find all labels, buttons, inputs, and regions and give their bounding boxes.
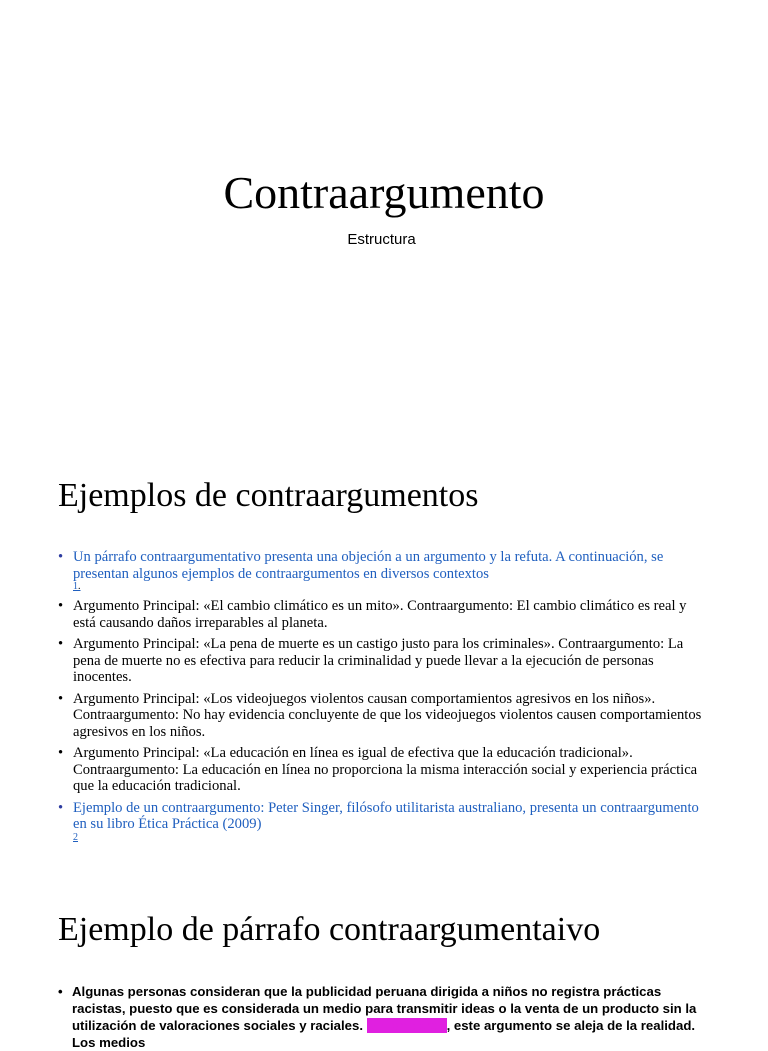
example-paragraph [58,983,710,1051]
bullet-icon: • [58,549,64,565]
bullet-icon: • [58,636,64,652]
slide-subtitle: Estructura [347,231,416,248]
highlighted-connector: Sin embargo [366,1018,447,1033]
singer-link[interactable]: Ejemplo de un contraargumento: Peter Singer, filósofo utilitarista australiano, presenta un contraargumento en su libro Ética Práctica (2009) [73,799,699,832]
paragraph-text [58,983,710,1051]
paragraph-text-before: Algunas personas consideran que la publicidad peruana dirigida a niños no registra prácticas racistas, puesto que es considerada un medio para transmitir ideas o la venta de un producto sin la utilización de valoraciones sociales y raciales. [72,984,697,1033]
bullet-icon: • [58,984,63,999]
slide-title-ejemplos: Ejemplos de contraargumentos [58,477,479,514]
list-item-intro[interactable] [58,549,710,591]
bullet-icon: • [58,690,64,707]
list-item [58,745,710,795]
bullet-icon: • [58,598,64,614]
slide-title-parrafo: Ejemplo de párrafo contraargumentaivo [58,911,601,948]
paragraph-text-after: , este argumento se aleja de la realidad. Los medios [72,1018,696,1050]
list-item [58,691,710,741]
list-item-text: Argumento Principal: «La educación en línea es igual de efectiva que la educación tradicional». Contraargumento: La educación en línea no proporciona la misma interacción social y experiencia práctica que la educación tradicional. [73,745,698,794]
footnote-ref-2[interactable]: 2 [73,831,78,843]
slide-title-contraargumento: Contraargumento [223,167,545,218]
list-item [58,598,710,631]
list-item-text: Argumento Principal: «El cambio climático es un mito». Contraargumento: El cambio climático es real y está causando daños irreparables al planeta. [73,598,687,631]
list-item [58,636,710,686]
intro-link[interactable]: Un párrafo contraargumentativo presenta una objeción a un argumento y la refuta. A continuación, se presentan algunos ejemplos de contraargumentos en diversos contextos [73,549,664,582]
list-item-text: Argumento Principal: «Los videojuegos violentos causan comportamientos agresivos en los niños». Contraargumento: No hay evidencia concluyente de que los videojuegos violentos causen comportamientos agresivos en los niños. [73,690,702,740]
examples-list [58,549,710,842]
list-item-singer[interactable] [58,800,710,842]
bullet-icon: • [58,745,64,761]
footnote-ref-1[interactable]: 1. [73,581,81,592]
list-item-text: Argumento Principal: «La pena de muerte es un castigo justo para los criminales». Contraargumento: La pena de muerte no es efectiva para reducir la criminalidad y puede llevar a la ejecución de personas inocentes. [73,636,684,685]
bullet-icon: • [58,799,64,816]
